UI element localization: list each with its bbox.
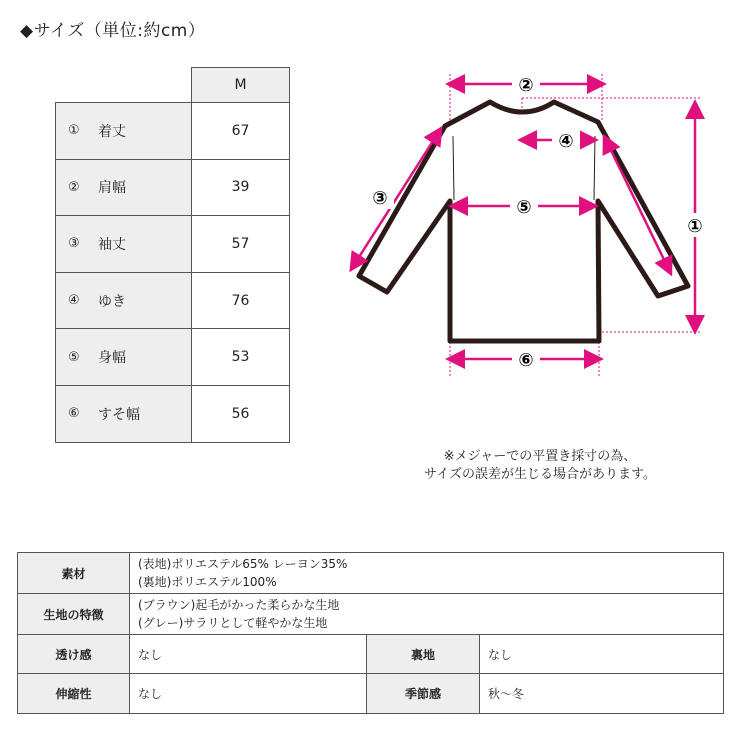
svg-text:③: ③ [372, 188, 388, 209]
stretch-value: なし [130, 674, 367, 714]
svg-text:②: ② [518, 75, 534, 96]
row-label: 肩幅 [98, 180, 126, 197]
marker-6 [512, 347, 540, 371]
row-value: 53 [192, 329, 290, 386]
size-table-header-row [56, 68, 290, 103]
sheer-value: なし [130, 635, 367, 674]
lining-value: なし [480, 635, 724, 674]
row-value: 57 [192, 216, 290, 273]
page-title: ◆サイズ（単位:約cm） [20, 21, 206, 41]
table-row [56, 216, 290, 273]
row-label: 身幅 [98, 350, 126, 367]
svg-text:①: ① [687, 216, 703, 237]
feature-key: 生地の特徴 [18, 594, 130, 635]
marker-5 [510, 194, 538, 218]
row-label: すそ幅 [98, 406, 140, 423]
sheer-key: 透け感 [18, 635, 130, 674]
garment-measurement-diagram [340, 60, 720, 390]
material-key: 素材 [18, 553, 130, 594]
note-line-1: ※メジャーでの平置き採寸の為、 [443, 449, 637, 464]
row-number: ⑤ [68, 349, 80, 365]
row-label: ゆき [98, 293, 126, 310]
season-value: 秋〜冬 [480, 674, 724, 714]
material-line-2: (裏地)ポリエステル100% [138, 575, 277, 589]
stretch-key: 伸縮性 [18, 674, 130, 714]
spec-table [17, 552, 724, 714]
row-label: 袖丈 [98, 236, 126, 253]
marker-3 [366, 185, 394, 209]
row-number: ② [68, 179, 80, 195]
row-value: 76 [192, 272, 290, 329]
note-line-2: サイズの誤差が生じる場合があります。 [424, 467, 656, 482]
size-column-header: M [192, 68, 290, 103]
feature-line-2: (グレー)サラリとして軽やかな生地 [138, 616, 328, 630]
lining-key: 裏地 [367, 635, 480, 674]
table-row [56, 272, 290, 329]
marker-1 [681, 213, 709, 237]
table-row [18, 594, 724, 635]
table-row [18, 674, 724, 714]
row-number: ③ [68, 236, 80, 252]
row-value: 39 [192, 159, 290, 216]
size-table [55, 67, 290, 443]
svg-text:⑥: ⑥ [518, 350, 534, 371]
feature-line-1: (ブラウン)起毛がかった柔らかな生地 [138, 598, 340, 612]
svg-text:④: ④ [558, 131, 574, 152]
marker-4 [552, 128, 580, 152]
measurement-note [340, 448, 740, 484]
shirt-outline [359, 102, 688, 341]
table-row [56, 103, 290, 160]
row-number: ① [68, 123, 80, 139]
table-row [56, 385, 290, 442]
row-number: ④ [68, 293, 80, 309]
material-line-1: (表地)ポリエステル65% レーヨン35% [138, 557, 348, 571]
marker-2 [512, 72, 540, 96]
table-row [56, 159, 290, 216]
season-key: 季節感 [367, 674, 480, 714]
table-row [18, 553, 724, 594]
table-row [56, 329, 290, 386]
svg-text:⑤: ⑤ [516, 197, 532, 218]
table-row [18, 635, 724, 674]
row-value: 67 [192, 103, 290, 160]
row-label: 着丈 [98, 123, 126, 140]
row-number: ⑥ [68, 406, 80, 422]
row-value: 56 [192, 385, 290, 442]
